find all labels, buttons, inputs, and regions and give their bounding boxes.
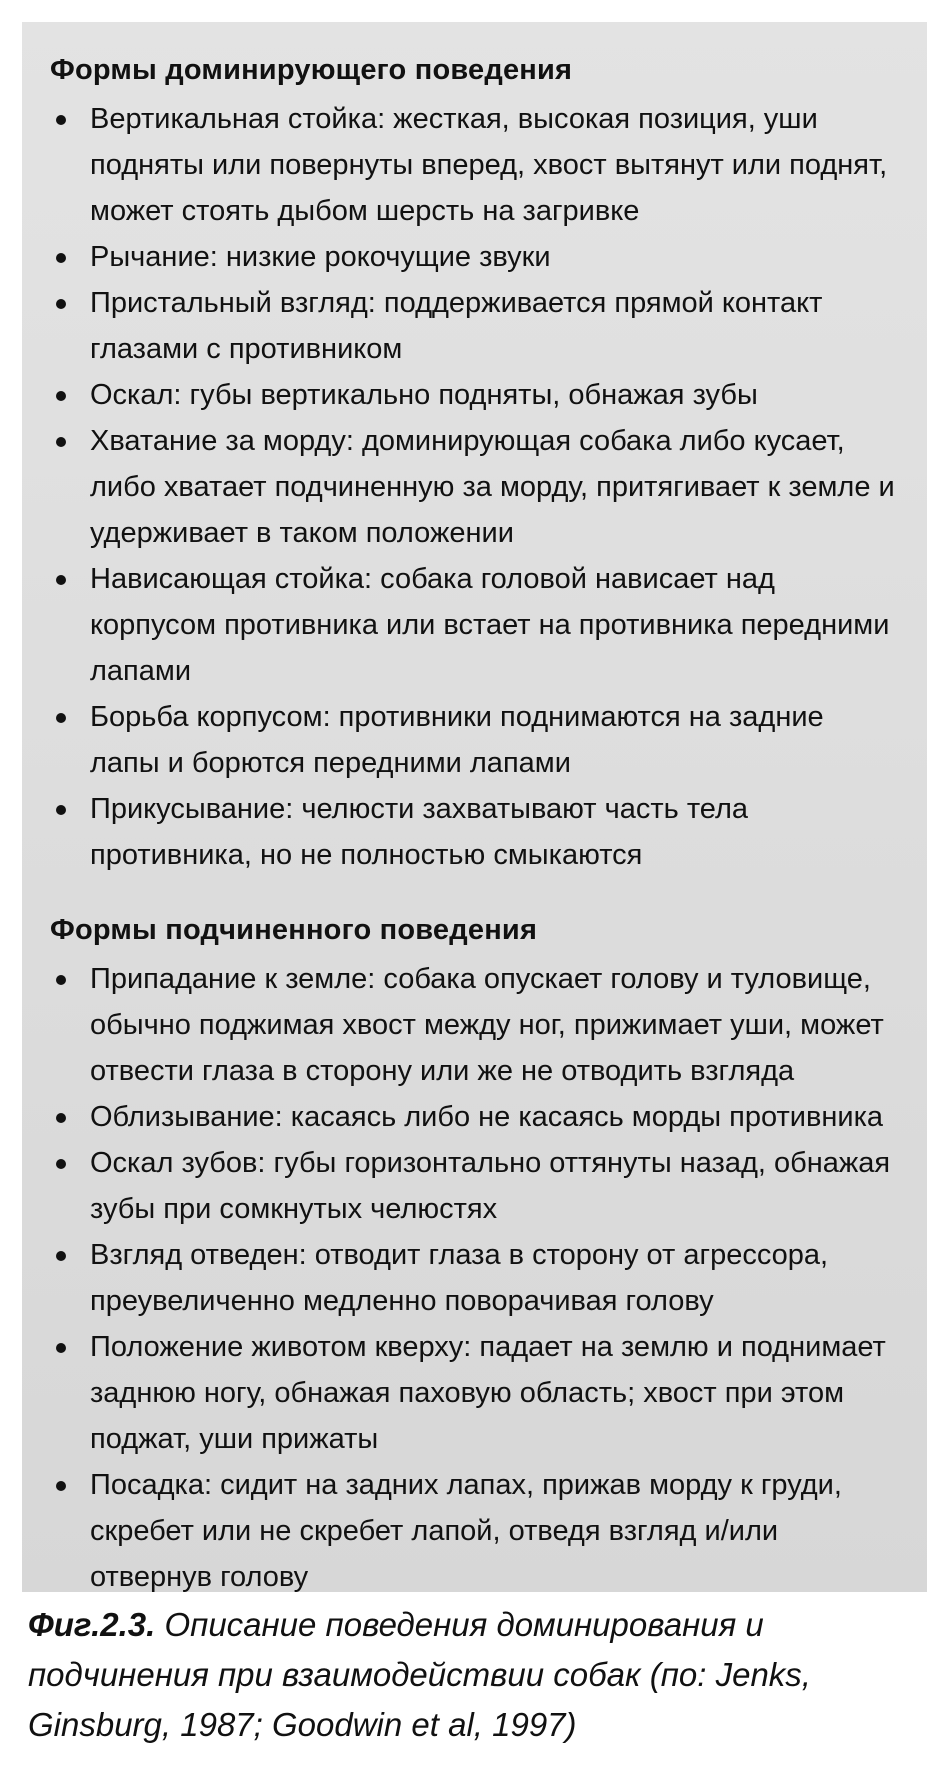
bullet-icon	[56, 575, 66, 585]
submissive-section-title: Формы подчиненного поведения	[50, 914, 538, 946]
submissive-item-text: Оскал зубов: губы горизонтально оттянуты назад, обнажая зубы при сомкнутых челюстях	[90, 1147, 891, 1225]
bullet-icon	[56, 805, 66, 815]
dominant-item	[50, 786, 899, 878]
dominant-item-text: Оскал: губы вертикально подняты, обнажая зубы	[90, 379, 758, 411]
figure-caption	[28, 1600, 928, 1750]
submissive-item-text: Посадка: сидит на задних лапах, прижав морду к груди, скребет или не скребет лапой, отведя взгляд и/или отвернув голову	[90, 1469, 842, 1593]
dominant-item-text: Вертикальная стойка: жесткая, высокая позиция, уши подняты или повернуты вперед, хвост вытянут или поднят, может стоять дыбом шерсть на загривке	[90, 103, 888, 227]
bullet-icon	[56, 1481, 66, 1491]
dominant-item	[50, 280, 899, 372]
submissive-item	[50, 1232, 899, 1324]
submissive-item-text: Положение животом кверху: падает на землю и поднимает заднюю ногу, обнажая паховую область; хвост при этом поджат, уши прижаты	[90, 1331, 886, 1455]
bullet-icon	[56, 299, 66, 309]
bullet-icon	[56, 975, 66, 985]
dominant-item-text: Рычание: низкие рокочущие звуки	[90, 241, 551, 273]
submissive-item-text: Припадание к земле: собака опускает голову и туловище, обычно поджимая хвост между ног, прижимает уши, может отвести глаза в сторону или же не отводить взгляда	[90, 963, 884, 1087]
dominant-item	[50, 234, 899, 280]
figure-caption-text: Описание поведения доминирования и подчинения при взаимодействии собак (по: Jenks, Ginsburg, 1987; Goodwin et al, 1997)	[28, 1606, 811, 1743]
dominant-item	[50, 694, 899, 786]
dominant-item	[50, 556, 899, 694]
bullet-icon	[56, 713, 66, 723]
bullet-icon	[56, 1343, 66, 1353]
bullet-icon	[56, 391, 66, 401]
submissive-item	[50, 1324, 899, 1462]
dominant-item-text: Хватание за морду: доминирующая собака либо кусает, либо хватает подчиненную за морду, притягивает к земле и удерживает в таком положении	[90, 425, 895, 549]
submissive-item	[50, 1462, 899, 1600]
figure-label: Фиг.2.3.	[28, 1606, 156, 1643]
dominant-item-text: Прикусывание: челюсти захватывают часть тела противника, но не полностью смыкаются	[90, 793, 748, 871]
dominant-item	[50, 372, 899, 418]
submissive-section	[50, 910, 899, 1600]
bullet-icon	[56, 115, 66, 125]
bullet-icon	[56, 253, 66, 263]
dominant-item	[50, 96, 899, 234]
dominant-list	[50, 96, 899, 878]
bullet-icon	[56, 1113, 66, 1123]
dominant-item-text: Борьба корпусом: противники поднимаются на задние лапы и борются передними лапами	[90, 701, 824, 779]
dominant-section	[50, 50, 899, 878]
bullet-icon	[56, 437, 66, 447]
dominant-section-title: Формы доминирующего поведения	[50, 54, 573, 86]
dominant-item-text: Пристальный взгляд: поддерживается прямой контакт глазами с противником	[90, 287, 823, 365]
submissive-item	[50, 1140, 899, 1232]
submissive-item	[50, 956, 899, 1094]
bullet-icon	[56, 1159, 66, 1169]
submissive-list	[50, 956, 899, 1600]
submissive-item-text: Облизывание: касаясь либо не касаясь морды противника	[90, 1101, 884, 1133]
dominant-item-text: Нависающая стойка: собака головой нависает над корпусом противника или встает на противника передними лапами	[90, 563, 890, 687]
behavior-panel	[22, 22, 927, 1592]
bullet-icon	[56, 1251, 66, 1261]
submissive-item-text: Взгляд отведен: отводит глаза в сторону от агрессора, преувеличенно медленно поворачивая голову	[90, 1239, 829, 1317]
submissive-item	[50, 1094, 899, 1140]
dominant-item	[50, 418, 899, 556]
